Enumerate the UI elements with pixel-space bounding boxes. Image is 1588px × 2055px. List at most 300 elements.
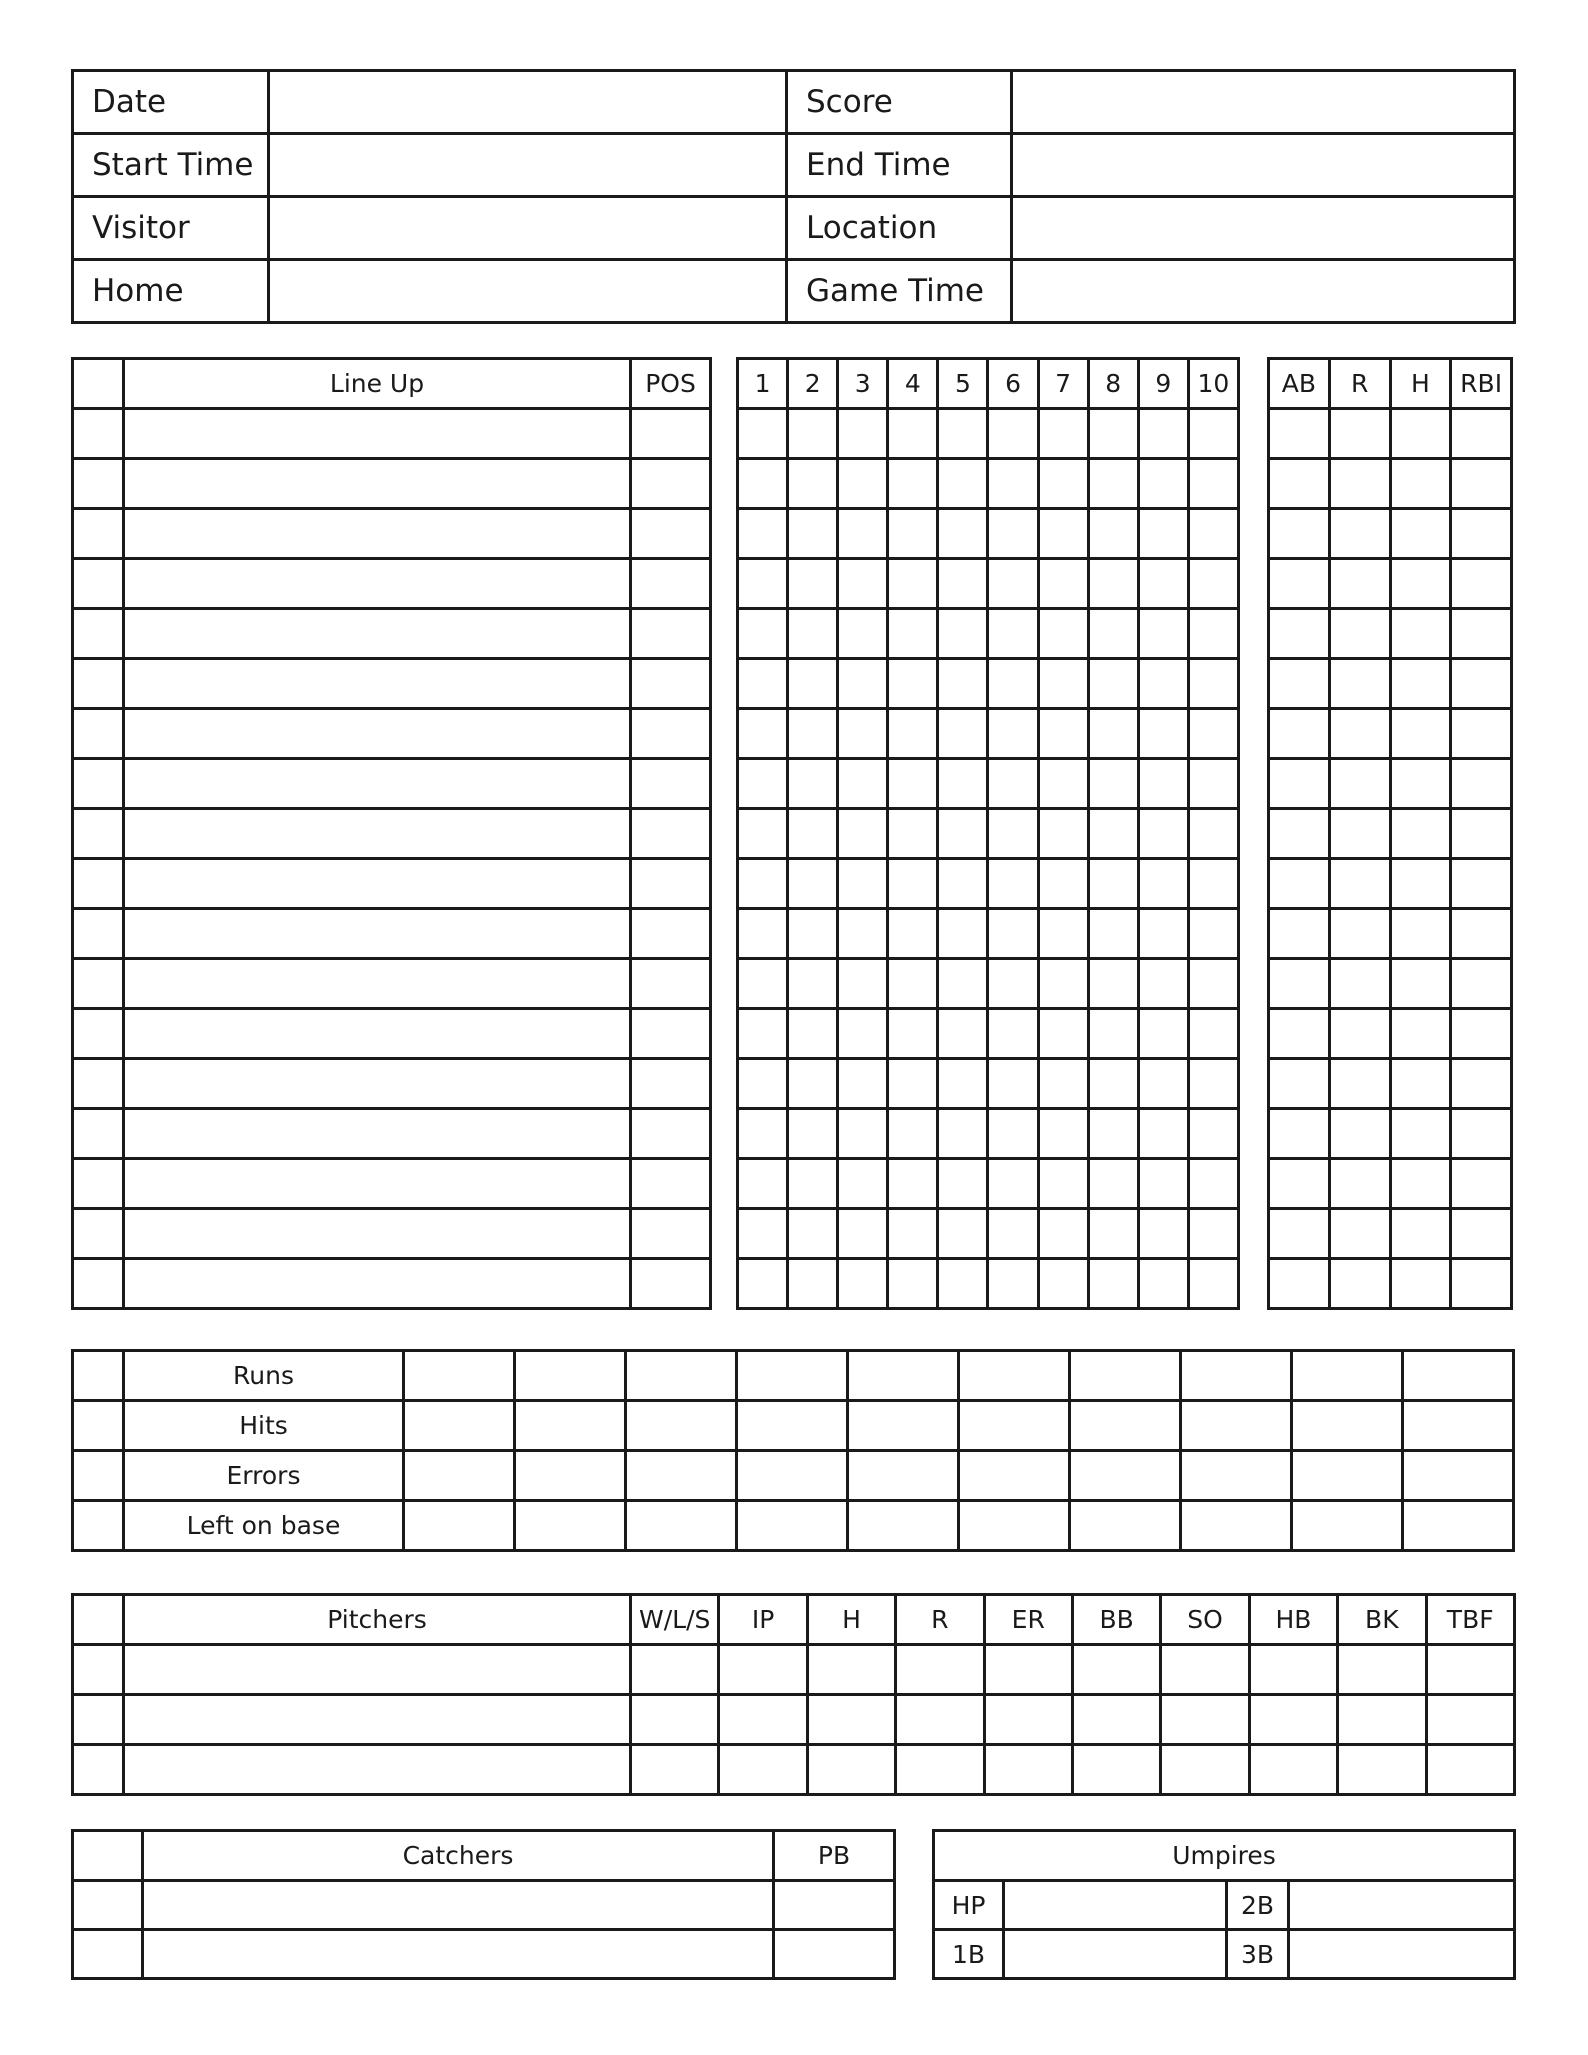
- pitcher-stat-cell[interactable]: [1338, 1745, 1426, 1795]
- pitcher-stat-cell[interactable]: [807, 1645, 895, 1695]
- inning-cell[interactable]: [1038, 1209, 1088, 1259]
- inning-cell[interactable]: [888, 459, 938, 509]
- batting-order-cell[interactable]: [73, 859, 124, 909]
- inning-cell[interactable]: [788, 509, 838, 559]
- inning-cell[interactable]: [738, 959, 788, 1009]
- inning-cell[interactable]: [788, 909, 838, 959]
- position-cell[interactable]: [631, 609, 711, 659]
- stat-cell[interactable]: [1329, 1259, 1390, 1309]
- inning-cell[interactable]: [1188, 1059, 1238, 1109]
- totals-inning-cell[interactable]: [737, 1351, 848, 1401]
- player-name-cell[interactable]: [124, 759, 631, 809]
- inning-cell[interactable]: [838, 559, 888, 609]
- totals-inning-cell[interactable]: [848, 1351, 959, 1401]
- inning-cell[interactable]: [1138, 959, 1188, 1009]
- inning-cell[interactable]: [838, 759, 888, 809]
- stat-cell[interactable]: [1451, 609, 1512, 659]
- inning-cell[interactable]: [1088, 959, 1138, 1009]
- inning-cell[interactable]: [888, 409, 938, 459]
- inning-cell[interactable]: [788, 1259, 838, 1309]
- inning-cell[interactable]: [1188, 1109, 1238, 1159]
- stat-cell[interactable]: [1390, 859, 1451, 909]
- pitcher-stat-cell[interactable]: [631, 1745, 719, 1795]
- start-time-field[interactable]: [269, 134, 787, 197]
- stat-cell[interactable]: [1269, 959, 1330, 1009]
- stat-cell[interactable]: [1390, 459, 1451, 509]
- stat-cell[interactable]: [1269, 859, 1330, 909]
- stat-cell[interactable]: [1451, 809, 1512, 859]
- position-cell[interactable]: [631, 909, 711, 959]
- batting-order-cell[interactable]: [73, 1259, 124, 1309]
- inning-cell[interactable]: [1138, 909, 1188, 959]
- pitcher-stat-cell[interactable]: [807, 1695, 895, 1745]
- stat-cell[interactable]: [1390, 809, 1451, 859]
- batting-order-cell[interactable]: [73, 559, 124, 609]
- totals-inning-cell[interactable]: [1403, 1401, 1514, 1451]
- inning-cell[interactable]: [788, 959, 838, 1009]
- stat-cell[interactable]: [1269, 409, 1330, 459]
- pitcher-stat-cell[interactable]: [984, 1695, 1072, 1745]
- inning-cell[interactable]: [738, 459, 788, 509]
- stat-cell[interactable]: [1329, 659, 1390, 709]
- pitcher-stat-cell[interactable]: [1161, 1645, 1249, 1695]
- inning-cell[interactable]: [938, 509, 988, 559]
- stat-cell[interactable]: [1269, 1059, 1330, 1109]
- inning-cell[interactable]: [888, 1259, 938, 1309]
- stat-cell[interactable]: [1390, 759, 1451, 809]
- inning-cell[interactable]: [838, 859, 888, 909]
- inning-cell[interactable]: [938, 459, 988, 509]
- stat-cell[interactable]: [1269, 1009, 1330, 1059]
- stat-cell[interactable]: [1329, 1209, 1390, 1259]
- totals-inning-cell[interactable]: [848, 1401, 959, 1451]
- totals-inning-cell[interactable]: [1181, 1401, 1292, 1451]
- inning-cell[interactable]: [738, 709, 788, 759]
- inning-cell[interactable]: [1038, 609, 1088, 659]
- catcher-name-cell[interactable]: [143, 1881, 774, 1930]
- position-cell[interactable]: [631, 459, 711, 509]
- game-time-field[interactable]: [1012, 260, 1515, 323]
- stat-cell[interactable]: [1451, 559, 1512, 609]
- inning-cell[interactable]: [1188, 409, 1238, 459]
- inning-cell[interactable]: [1038, 509, 1088, 559]
- inning-cell[interactable]: [1088, 809, 1138, 859]
- inning-cell[interactable]: [788, 1009, 838, 1059]
- inning-cell[interactable]: [1038, 959, 1088, 1009]
- position-cell[interactable]: [631, 1109, 711, 1159]
- inning-cell[interactable]: [1038, 909, 1088, 959]
- inning-cell[interactable]: [838, 459, 888, 509]
- totals-inning-cell[interactable]: [848, 1501, 959, 1551]
- inning-cell[interactable]: [1188, 1209, 1238, 1259]
- stat-cell[interactable]: [1329, 1159, 1390, 1209]
- pitcher-stat-cell[interactable]: [719, 1645, 807, 1695]
- totals-inning-cell[interactable]: [1403, 1451, 1514, 1501]
- inning-cell[interactable]: [888, 659, 938, 709]
- catcher-pb-cell[interactable]: [774, 1881, 895, 1930]
- stat-cell[interactable]: [1269, 459, 1330, 509]
- inning-cell[interactable]: [788, 609, 838, 659]
- catcher-name-cell[interactable]: [143, 1930, 774, 1979]
- stat-cell[interactable]: [1329, 559, 1390, 609]
- inning-cell[interactable]: [838, 1209, 888, 1259]
- position-cell[interactable]: [631, 659, 711, 709]
- inning-cell[interactable]: [888, 909, 938, 959]
- inning-cell[interactable]: [988, 859, 1038, 909]
- position-cell[interactable]: [631, 1009, 711, 1059]
- inning-cell[interactable]: [738, 909, 788, 959]
- pitcher-stat-cell[interactable]: [1249, 1745, 1337, 1795]
- home-field[interactable]: [269, 260, 787, 323]
- inning-cell[interactable]: [1188, 709, 1238, 759]
- player-name-cell[interactable]: [124, 1159, 631, 1209]
- inning-cell[interactable]: [1088, 659, 1138, 709]
- inning-cell[interactable]: [1138, 1259, 1188, 1309]
- inning-cell[interactable]: [738, 859, 788, 909]
- inning-cell[interactable]: [938, 709, 988, 759]
- stat-cell[interactable]: [1269, 759, 1330, 809]
- totals-inning-cell[interactable]: [1070, 1501, 1181, 1551]
- player-name-cell[interactable]: [124, 909, 631, 959]
- inning-cell[interactable]: [738, 409, 788, 459]
- inning-cell[interactable]: [988, 409, 1038, 459]
- inning-cell[interactable]: [888, 809, 938, 859]
- totals-inning-cell[interactable]: [1292, 1451, 1403, 1501]
- inning-cell[interactable]: [1188, 1259, 1238, 1309]
- inning-cell[interactable]: [988, 459, 1038, 509]
- umpire-2b-field[interactable]: [1289, 1881, 1515, 1930]
- pitcher-stat-cell[interactable]: [719, 1745, 807, 1795]
- inning-cell[interactable]: [1038, 709, 1088, 759]
- stat-cell[interactable]: [1451, 409, 1512, 459]
- inning-cell[interactable]: [738, 809, 788, 859]
- inning-cell[interactable]: [838, 809, 888, 859]
- stat-cell[interactable]: [1390, 1159, 1451, 1209]
- totals-inning-cell[interactable]: [515, 1501, 626, 1551]
- pitcher-number-cell[interactable]: [73, 1745, 124, 1795]
- inning-cell[interactable]: [1038, 759, 1088, 809]
- stat-cell[interactable]: [1269, 609, 1330, 659]
- inning-cell[interactable]: [1088, 1209, 1138, 1259]
- inning-cell[interactable]: [938, 409, 988, 459]
- totals-inning-cell[interactable]: [1292, 1351, 1403, 1401]
- inning-cell[interactable]: [1088, 509, 1138, 559]
- inning-cell[interactable]: [1138, 509, 1188, 559]
- inning-cell[interactable]: [1088, 759, 1138, 809]
- stat-cell[interactable]: [1269, 559, 1330, 609]
- position-cell[interactable]: [631, 1259, 711, 1309]
- totals-inning-cell[interactable]: [959, 1501, 1070, 1551]
- inning-cell[interactable]: [988, 559, 1038, 609]
- inning-cell[interactable]: [938, 759, 988, 809]
- inning-cell[interactable]: [1088, 1259, 1138, 1309]
- pitcher-stat-cell[interactable]: [1249, 1695, 1337, 1745]
- batting-order-cell[interactable]: [73, 1159, 124, 1209]
- player-name-cell[interactable]: [124, 809, 631, 859]
- inning-cell[interactable]: [1188, 959, 1238, 1009]
- inning-cell[interactable]: [1188, 459, 1238, 509]
- inning-cell[interactable]: [1088, 1009, 1138, 1059]
- stat-cell[interactable]: [1451, 709, 1512, 759]
- inning-cell[interactable]: [1188, 759, 1238, 809]
- batting-order-cell[interactable]: [73, 1109, 124, 1159]
- position-cell[interactable]: [631, 509, 711, 559]
- stat-cell[interactable]: [1390, 509, 1451, 559]
- inning-cell[interactable]: [1088, 859, 1138, 909]
- inning-cell[interactable]: [738, 1009, 788, 1059]
- batting-order-cell[interactable]: [73, 959, 124, 1009]
- totals-team-cell[interactable]: [73, 1451, 124, 1501]
- totals-inning-cell[interactable]: [1403, 1501, 1514, 1551]
- inning-cell[interactable]: [938, 1009, 988, 1059]
- inning-cell[interactable]: [838, 1009, 888, 1059]
- inning-cell[interactable]: [838, 609, 888, 659]
- stat-cell[interactable]: [1451, 1209, 1512, 1259]
- inning-cell[interactable]: [1138, 459, 1188, 509]
- position-cell[interactable]: [631, 1209, 711, 1259]
- batting-order-cell[interactable]: [73, 709, 124, 759]
- stat-cell[interactable]: [1451, 1259, 1512, 1309]
- totals-inning-cell[interactable]: [515, 1351, 626, 1401]
- inning-cell[interactable]: [1188, 609, 1238, 659]
- inning-cell[interactable]: [1188, 909, 1238, 959]
- inning-cell[interactable]: [888, 1009, 938, 1059]
- pitcher-stat-cell[interactable]: [1338, 1695, 1426, 1745]
- totals-inning-cell[interactable]: [959, 1451, 1070, 1501]
- totals-inning-cell[interactable]: [1070, 1451, 1181, 1501]
- stat-cell[interactable]: [1451, 859, 1512, 909]
- inning-cell[interactable]: [988, 609, 1038, 659]
- player-name-cell[interactable]: [124, 659, 631, 709]
- stat-cell[interactable]: [1390, 1259, 1451, 1309]
- pitcher-stat-cell[interactable]: [1072, 1745, 1160, 1795]
- stat-cell[interactable]: [1269, 1159, 1330, 1209]
- inning-cell[interactable]: [938, 1209, 988, 1259]
- stat-cell[interactable]: [1451, 459, 1512, 509]
- stat-cell[interactable]: [1269, 1209, 1330, 1259]
- inning-cell[interactable]: [988, 959, 1038, 1009]
- batting-order-cell[interactable]: [73, 909, 124, 959]
- inning-cell[interactable]: [738, 1059, 788, 1109]
- stat-cell[interactable]: [1390, 1009, 1451, 1059]
- stat-cell[interactable]: [1329, 909, 1390, 959]
- stat-cell[interactable]: [1390, 659, 1451, 709]
- inning-cell[interactable]: [988, 909, 1038, 959]
- position-cell[interactable]: [631, 859, 711, 909]
- inning-cell[interactable]: [1038, 1259, 1088, 1309]
- inning-cell[interactable]: [1088, 409, 1138, 459]
- totals-inning-cell[interactable]: [1292, 1401, 1403, 1451]
- inning-cell[interactable]: [1088, 459, 1138, 509]
- pitcher-number-cell[interactable]: [73, 1645, 124, 1695]
- umpire-3b-field[interactable]: [1289, 1930, 1515, 1979]
- stat-cell[interactable]: [1390, 609, 1451, 659]
- stat-cell[interactable]: [1269, 909, 1330, 959]
- inning-cell[interactable]: [1188, 1009, 1238, 1059]
- pitcher-stat-cell[interactable]: [1426, 1745, 1514, 1795]
- umpire-1b-field[interactable]: [1004, 1930, 1227, 1979]
- totals-inning-cell[interactable]: [404, 1401, 515, 1451]
- inning-cell[interactable]: [988, 1159, 1038, 1209]
- totals-team-cell[interactable]: [73, 1401, 124, 1451]
- stat-cell[interactable]: [1269, 1259, 1330, 1309]
- totals-inning-cell[interactable]: [1403, 1351, 1514, 1401]
- visitor-field[interactable]: [269, 197, 787, 260]
- player-name-cell[interactable]: [124, 1209, 631, 1259]
- inning-cell[interactable]: [738, 559, 788, 609]
- stat-cell[interactable]: [1451, 509, 1512, 559]
- inning-cell[interactable]: [788, 809, 838, 859]
- inning-cell[interactable]: [838, 409, 888, 459]
- inning-cell[interactable]: [988, 1109, 1038, 1159]
- totals-team-cell[interactable]: [73, 1351, 124, 1401]
- pitcher-stat-cell[interactable]: [1072, 1645, 1160, 1695]
- totals-inning-cell[interactable]: [1181, 1451, 1292, 1501]
- inning-cell[interactable]: [938, 959, 988, 1009]
- pitcher-number-cell[interactable]: [73, 1695, 124, 1745]
- inning-cell[interactable]: [1038, 1159, 1088, 1209]
- player-name-cell[interactable]: [124, 859, 631, 909]
- stat-cell[interactable]: [1390, 709, 1451, 759]
- stat-cell[interactable]: [1390, 559, 1451, 609]
- inning-cell[interactable]: [838, 909, 888, 959]
- date-field[interactable]: [269, 71, 787, 134]
- inning-cell[interactable]: [1138, 559, 1188, 609]
- stat-cell[interactable]: [1390, 1059, 1451, 1109]
- inning-cell[interactable]: [988, 1009, 1038, 1059]
- stat-cell[interactable]: [1329, 409, 1390, 459]
- stat-cell[interactable]: [1329, 1109, 1390, 1159]
- stat-cell[interactable]: [1329, 1059, 1390, 1109]
- stat-cell[interactable]: [1390, 959, 1451, 1009]
- inning-cell[interactable]: [1138, 1009, 1188, 1059]
- inning-cell[interactable]: [1038, 409, 1088, 459]
- totals-inning-cell[interactable]: [959, 1401, 1070, 1451]
- totals-inning-cell[interactable]: [626, 1351, 737, 1401]
- inning-cell[interactable]: [1188, 559, 1238, 609]
- stat-cell[interactable]: [1390, 409, 1451, 459]
- end-time-field[interactable]: [1012, 134, 1515, 197]
- inning-cell[interactable]: [1088, 1159, 1138, 1209]
- position-cell[interactable]: [631, 759, 711, 809]
- inning-cell[interactable]: [738, 1109, 788, 1159]
- umpire-hp-field[interactable]: [1004, 1881, 1227, 1930]
- totals-inning-cell[interactable]: [515, 1401, 626, 1451]
- totals-inning-cell[interactable]: [737, 1451, 848, 1501]
- inning-cell[interactable]: [1188, 659, 1238, 709]
- inning-cell[interactable]: [1138, 1109, 1188, 1159]
- inning-cell[interactable]: [838, 1109, 888, 1159]
- totals-inning-cell[interactable]: [515, 1451, 626, 1501]
- stat-cell[interactable]: [1269, 1109, 1330, 1159]
- pitcher-name-cell[interactable]: [124, 1695, 631, 1745]
- inning-cell[interactable]: [838, 1059, 888, 1109]
- pitcher-stat-cell[interactable]: [1161, 1695, 1249, 1745]
- inning-cell[interactable]: [938, 1159, 988, 1209]
- pitcher-stat-cell[interactable]: [807, 1745, 895, 1795]
- totals-inning-cell[interactable]: [404, 1451, 515, 1501]
- inning-cell[interactable]: [1138, 1209, 1188, 1259]
- catcher-number-cell[interactable]: [73, 1930, 143, 1979]
- position-cell[interactable]: [631, 1059, 711, 1109]
- batting-order-cell[interactable]: [73, 659, 124, 709]
- inning-cell[interactable]: [1088, 709, 1138, 759]
- inning-cell[interactable]: [988, 659, 1038, 709]
- inning-cell[interactable]: [888, 559, 938, 609]
- catcher-number-cell[interactable]: [73, 1881, 143, 1930]
- inning-cell[interactable]: [1038, 859, 1088, 909]
- batting-order-cell[interactable]: [73, 509, 124, 559]
- inning-cell[interactable]: [788, 459, 838, 509]
- inning-cell[interactable]: [988, 759, 1038, 809]
- player-name-cell[interactable]: [124, 609, 631, 659]
- inning-cell[interactable]: [738, 659, 788, 709]
- stat-cell[interactable]: [1329, 509, 1390, 559]
- totals-inning-cell[interactable]: [1181, 1351, 1292, 1401]
- totals-inning-cell[interactable]: [1181, 1501, 1292, 1551]
- inning-cell[interactable]: [1138, 809, 1188, 859]
- inning-cell[interactable]: [1138, 409, 1188, 459]
- stat-cell[interactable]: [1329, 709, 1390, 759]
- player-name-cell[interactable]: [124, 509, 631, 559]
- inning-cell[interactable]: [888, 509, 938, 559]
- pitcher-stat-cell[interactable]: [896, 1645, 984, 1695]
- stat-cell[interactable]: [1329, 1009, 1390, 1059]
- inning-cell[interactable]: [938, 909, 988, 959]
- position-cell[interactable]: [631, 709, 711, 759]
- totals-inning-cell[interactable]: [1070, 1351, 1181, 1401]
- stat-cell[interactable]: [1451, 1009, 1512, 1059]
- inning-cell[interactable]: [838, 659, 888, 709]
- inning-cell[interactable]: [938, 859, 988, 909]
- inning-cell[interactable]: [888, 1209, 938, 1259]
- pitcher-stat-cell[interactable]: [896, 1745, 984, 1795]
- inning-cell[interactable]: [938, 559, 988, 609]
- location-field[interactable]: [1012, 197, 1515, 260]
- player-name-cell[interactable]: [124, 559, 631, 609]
- inning-cell[interactable]: [888, 709, 938, 759]
- inning-cell[interactable]: [838, 709, 888, 759]
- pitcher-stat-cell[interactable]: [631, 1695, 719, 1745]
- position-cell[interactable]: [631, 1159, 711, 1209]
- inning-cell[interactable]: [1138, 609, 1188, 659]
- inning-cell[interactable]: [738, 1209, 788, 1259]
- inning-cell[interactable]: [738, 1259, 788, 1309]
- inning-cell[interactable]: [788, 409, 838, 459]
- totals-inning-cell[interactable]: [626, 1501, 737, 1551]
- position-cell[interactable]: [631, 809, 711, 859]
- pitcher-stat-cell[interactable]: [1072, 1695, 1160, 1745]
- pitcher-stat-cell[interactable]: [1249, 1645, 1337, 1695]
- totals-inning-cell[interactable]: [1070, 1401, 1181, 1451]
- stat-cell[interactable]: [1451, 1109, 1512, 1159]
- stat-cell[interactable]: [1269, 709, 1330, 759]
- pitcher-stat-cell[interactable]: [631, 1645, 719, 1695]
- totals-inning-cell[interactable]: [737, 1501, 848, 1551]
- stat-cell[interactable]: [1329, 859, 1390, 909]
- totals-inning-cell[interactable]: [1292, 1501, 1403, 1551]
- totals-team-cell[interactable]: [73, 1501, 124, 1551]
- inning-cell[interactable]: [988, 709, 1038, 759]
- stat-cell[interactable]: [1390, 1209, 1451, 1259]
- totals-inning-cell[interactable]: [848, 1451, 959, 1501]
- inning-cell[interactable]: [1138, 859, 1188, 909]
- inning-cell[interactable]: [988, 1059, 1038, 1109]
- player-name-cell[interactable]: [124, 409, 631, 459]
- stat-cell[interactable]: [1329, 759, 1390, 809]
- inning-cell[interactable]: [938, 659, 988, 709]
- player-name-cell[interactable]: [124, 459, 631, 509]
